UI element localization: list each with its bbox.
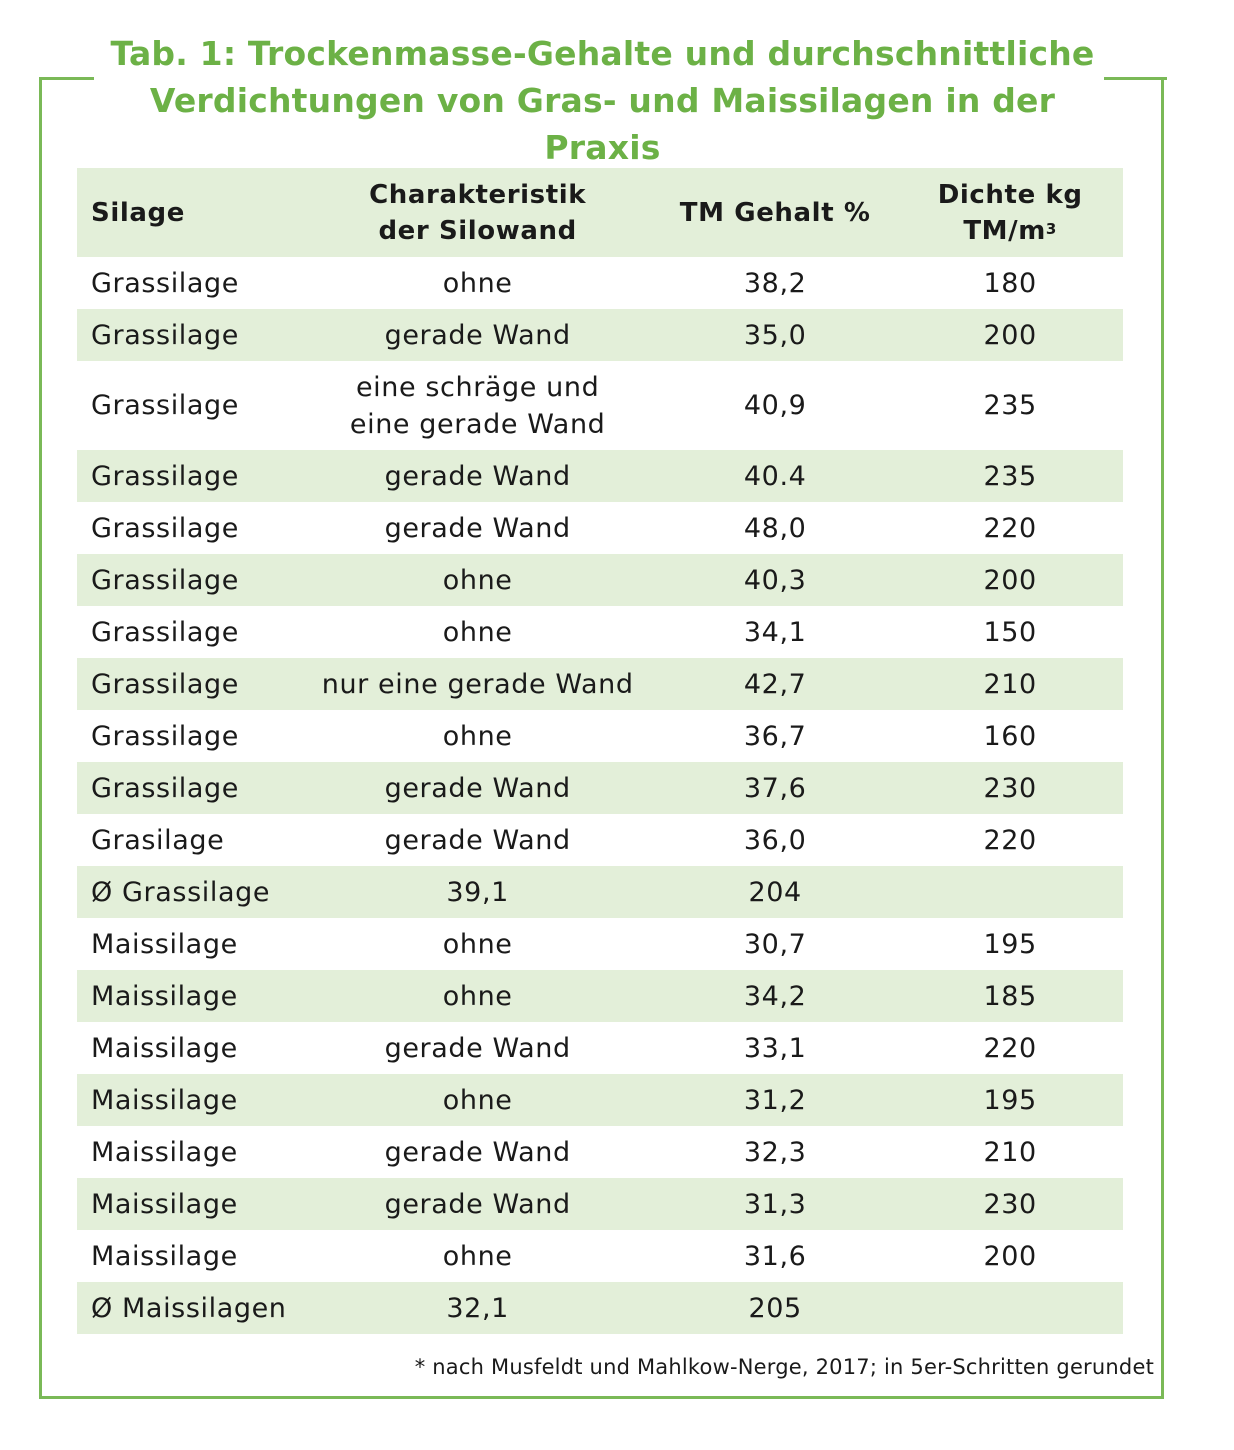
cell-wall: gerade Wand: [384, 319, 571, 351]
cell-tm: 37,6: [743, 772, 807, 804]
table-row: [77, 606, 1123, 658]
cell-tm: 31,2: [743, 1084, 807, 1116]
cell-wall: [302, 361, 653, 450]
cell-silage: Maissilage: [91, 980, 238, 1012]
footnote: * nach Musfeldt und Mahlkow-Nerge, 2017; in 5er-Schritten gerundet: [414, 1355, 1154, 1379]
cell-silage: Grassilage: [91, 616, 240, 648]
table-header-row: [77, 168, 1123, 257]
cell-wall: 32,1: [446, 1292, 509, 1324]
cell-tm: 33,1: [743, 1032, 807, 1064]
cell-wall: gerade Wand: [384, 1032, 571, 1064]
cell-density: 195: [983, 928, 1037, 960]
table-row: [77, 1074, 1123, 1126]
cell-silage: Grassilage: [91, 390, 240, 421]
table-row: [77, 762, 1123, 814]
cell-tm: 31,3: [743, 1188, 807, 1220]
cell-silage: Maissilage: [91, 1136, 238, 1168]
cell-density: 150: [983, 616, 1037, 648]
cell-density: 230: [983, 772, 1037, 804]
cell-tm: 30,7: [743, 928, 807, 960]
cell-wall: ohne: [442, 616, 513, 648]
cell-tm: 34,1: [743, 616, 807, 648]
header-density-text: Dichte kg TM/m: [937, 179, 1083, 246]
cell-wall-line-2: eine gerade Wand: [349, 408, 606, 440]
cell-wall: gerade Wand: [384, 824, 571, 856]
table-title: [100, 30, 1105, 171]
cell-silage: Maissilage: [91, 928, 238, 960]
cell-silage: Maissilage: [91, 1188, 238, 1220]
header-wall-line-2: der Silowand: [378, 215, 577, 246]
title-line-1: Tab. 1: Trockenmasse-Gehalte und durchschnittliche: [110, 34, 1095, 73]
cell-wall: 39,1: [446, 876, 509, 908]
cell-density: 220: [983, 1032, 1037, 1064]
table-body: [77, 257, 1123, 1334]
cell-density: 160: [983, 720, 1037, 752]
cell-wall: gerade Wand: [384, 1136, 571, 1168]
header-density-superscript: 3: [1045, 219, 1057, 238]
cell-wall: ohne: [442, 720, 513, 752]
header-density: [897, 168, 1123, 257]
cell-tm: 35,0: [743, 319, 807, 351]
cell-wall-line-1: eine schräge und: [355, 371, 600, 403]
table-row: [77, 309, 1123, 361]
table-row: [77, 502, 1123, 554]
table-row: [77, 554, 1123, 606]
cell-tm: 40.4: [743, 460, 807, 492]
cell-density: 235: [983, 390, 1037, 421]
table-row: [77, 1126, 1123, 1178]
title-line-2: Verdichtungen von Gras- und Maissilagen in der Praxis: [149, 81, 1056, 167]
cell-tm: 48,0: [743, 512, 807, 544]
cell-tm: 38,2: [743, 267, 807, 299]
header-wall: [302, 168, 653, 257]
cell-wall: ohne: [442, 1084, 513, 1116]
cell-tm: 32,3: [743, 1136, 807, 1168]
cell-density: 180: [983, 267, 1037, 299]
cell-density: 200: [983, 1240, 1037, 1272]
cell-density: [897, 1282, 1123, 1334]
cell-wall: ohne: [442, 267, 513, 299]
table-row: [77, 970, 1123, 1022]
cell-density: 230: [983, 1188, 1037, 1220]
cell-tm: 34,2: [743, 980, 807, 1012]
cell-density: 210: [983, 1136, 1037, 1168]
table-row: [77, 361, 1123, 450]
cell-wall: nur eine gerade Wand: [321, 668, 634, 700]
cell-wall: ohne: [442, 980, 513, 1012]
cell-silage: Grassilage: [91, 720, 240, 752]
cell-wall: ohne: [442, 564, 513, 596]
cell-silage: Grassilage: [91, 772, 240, 804]
cell-silage: Maissilage: [91, 1240, 238, 1272]
cell-silage: Grassilage: [91, 460, 240, 492]
cell-density: 220: [983, 824, 1037, 856]
cell-silage: Grassilage: [91, 267, 240, 299]
frame-top-right-segment: [1104, 77, 1167, 80]
table-row: [77, 918, 1123, 970]
cell-density: 200: [983, 564, 1037, 596]
cell-silage: Grassilage: [91, 564, 240, 596]
cell-tm: 31,6: [743, 1240, 807, 1272]
table-row: [77, 1022, 1123, 1074]
table-row: [77, 257, 1123, 309]
cell-density: 185: [983, 980, 1037, 1012]
cell-wall: gerade Wand: [384, 512, 571, 544]
cell-tm: 205: [748, 1292, 802, 1324]
table-row: [77, 1230, 1123, 1282]
cell-silage: Maissilage: [91, 1084, 238, 1116]
cell-density: [897, 866, 1123, 918]
table-row: [77, 814, 1123, 866]
table-row: [77, 658, 1123, 710]
header-wall-line-1: Charakteristik: [369, 179, 587, 210]
cell-wall: ohne: [442, 928, 513, 960]
cell-density: 210: [983, 668, 1037, 700]
cell-density: 195: [983, 1084, 1037, 1116]
cell-tm: 42,7: [743, 668, 807, 700]
cell-density: 220: [983, 512, 1037, 544]
header-silage: Silage: [91, 197, 185, 228]
table-row: [77, 1282, 1123, 1334]
silage-table: [77, 168, 1123, 1334]
cell-wall: gerade Wand: [384, 772, 571, 804]
cell-silage: Grassilage: [91, 319, 240, 351]
cell-silage: Ø Grassilage: [91, 876, 271, 908]
cell-tm: 204: [748, 876, 802, 908]
cell-density: 235: [983, 460, 1037, 492]
cell-tm: 40,9: [743, 390, 807, 421]
cell-tm: 36,0: [743, 824, 807, 856]
cell-silage: Grasilage: [91, 824, 225, 856]
cell-tm: 40,3: [743, 564, 807, 596]
cell-silage: Grassilage: [91, 512, 240, 544]
cell-silage: Grassilage: [91, 668, 240, 700]
table-row: [77, 710, 1123, 762]
frame-top-left-segment: [39, 77, 94, 80]
cell-wall: gerade Wand: [384, 460, 571, 492]
table-row: [77, 866, 1123, 918]
cell-wall: gerade Wand: [384, 1188, 571, 1220]
cell-silage: Maissilage: [91, 1032, 238, 1064]
header-tm: TM Gehalt %: [679, 197, 871, 228]
cell-tm: 36,7: [743, 720, 807, 752]
cell-density: 200: [983, 319, 1037, 351]
cell-silage: Ø Maissilagen: [91, 1292, 287, 1324]
table-row: [77, 1178, 1123, 1230]
cell-wall: ohne: [442, 1240, 513, 1272]
table-row: [77, 450, 1123, 502]
